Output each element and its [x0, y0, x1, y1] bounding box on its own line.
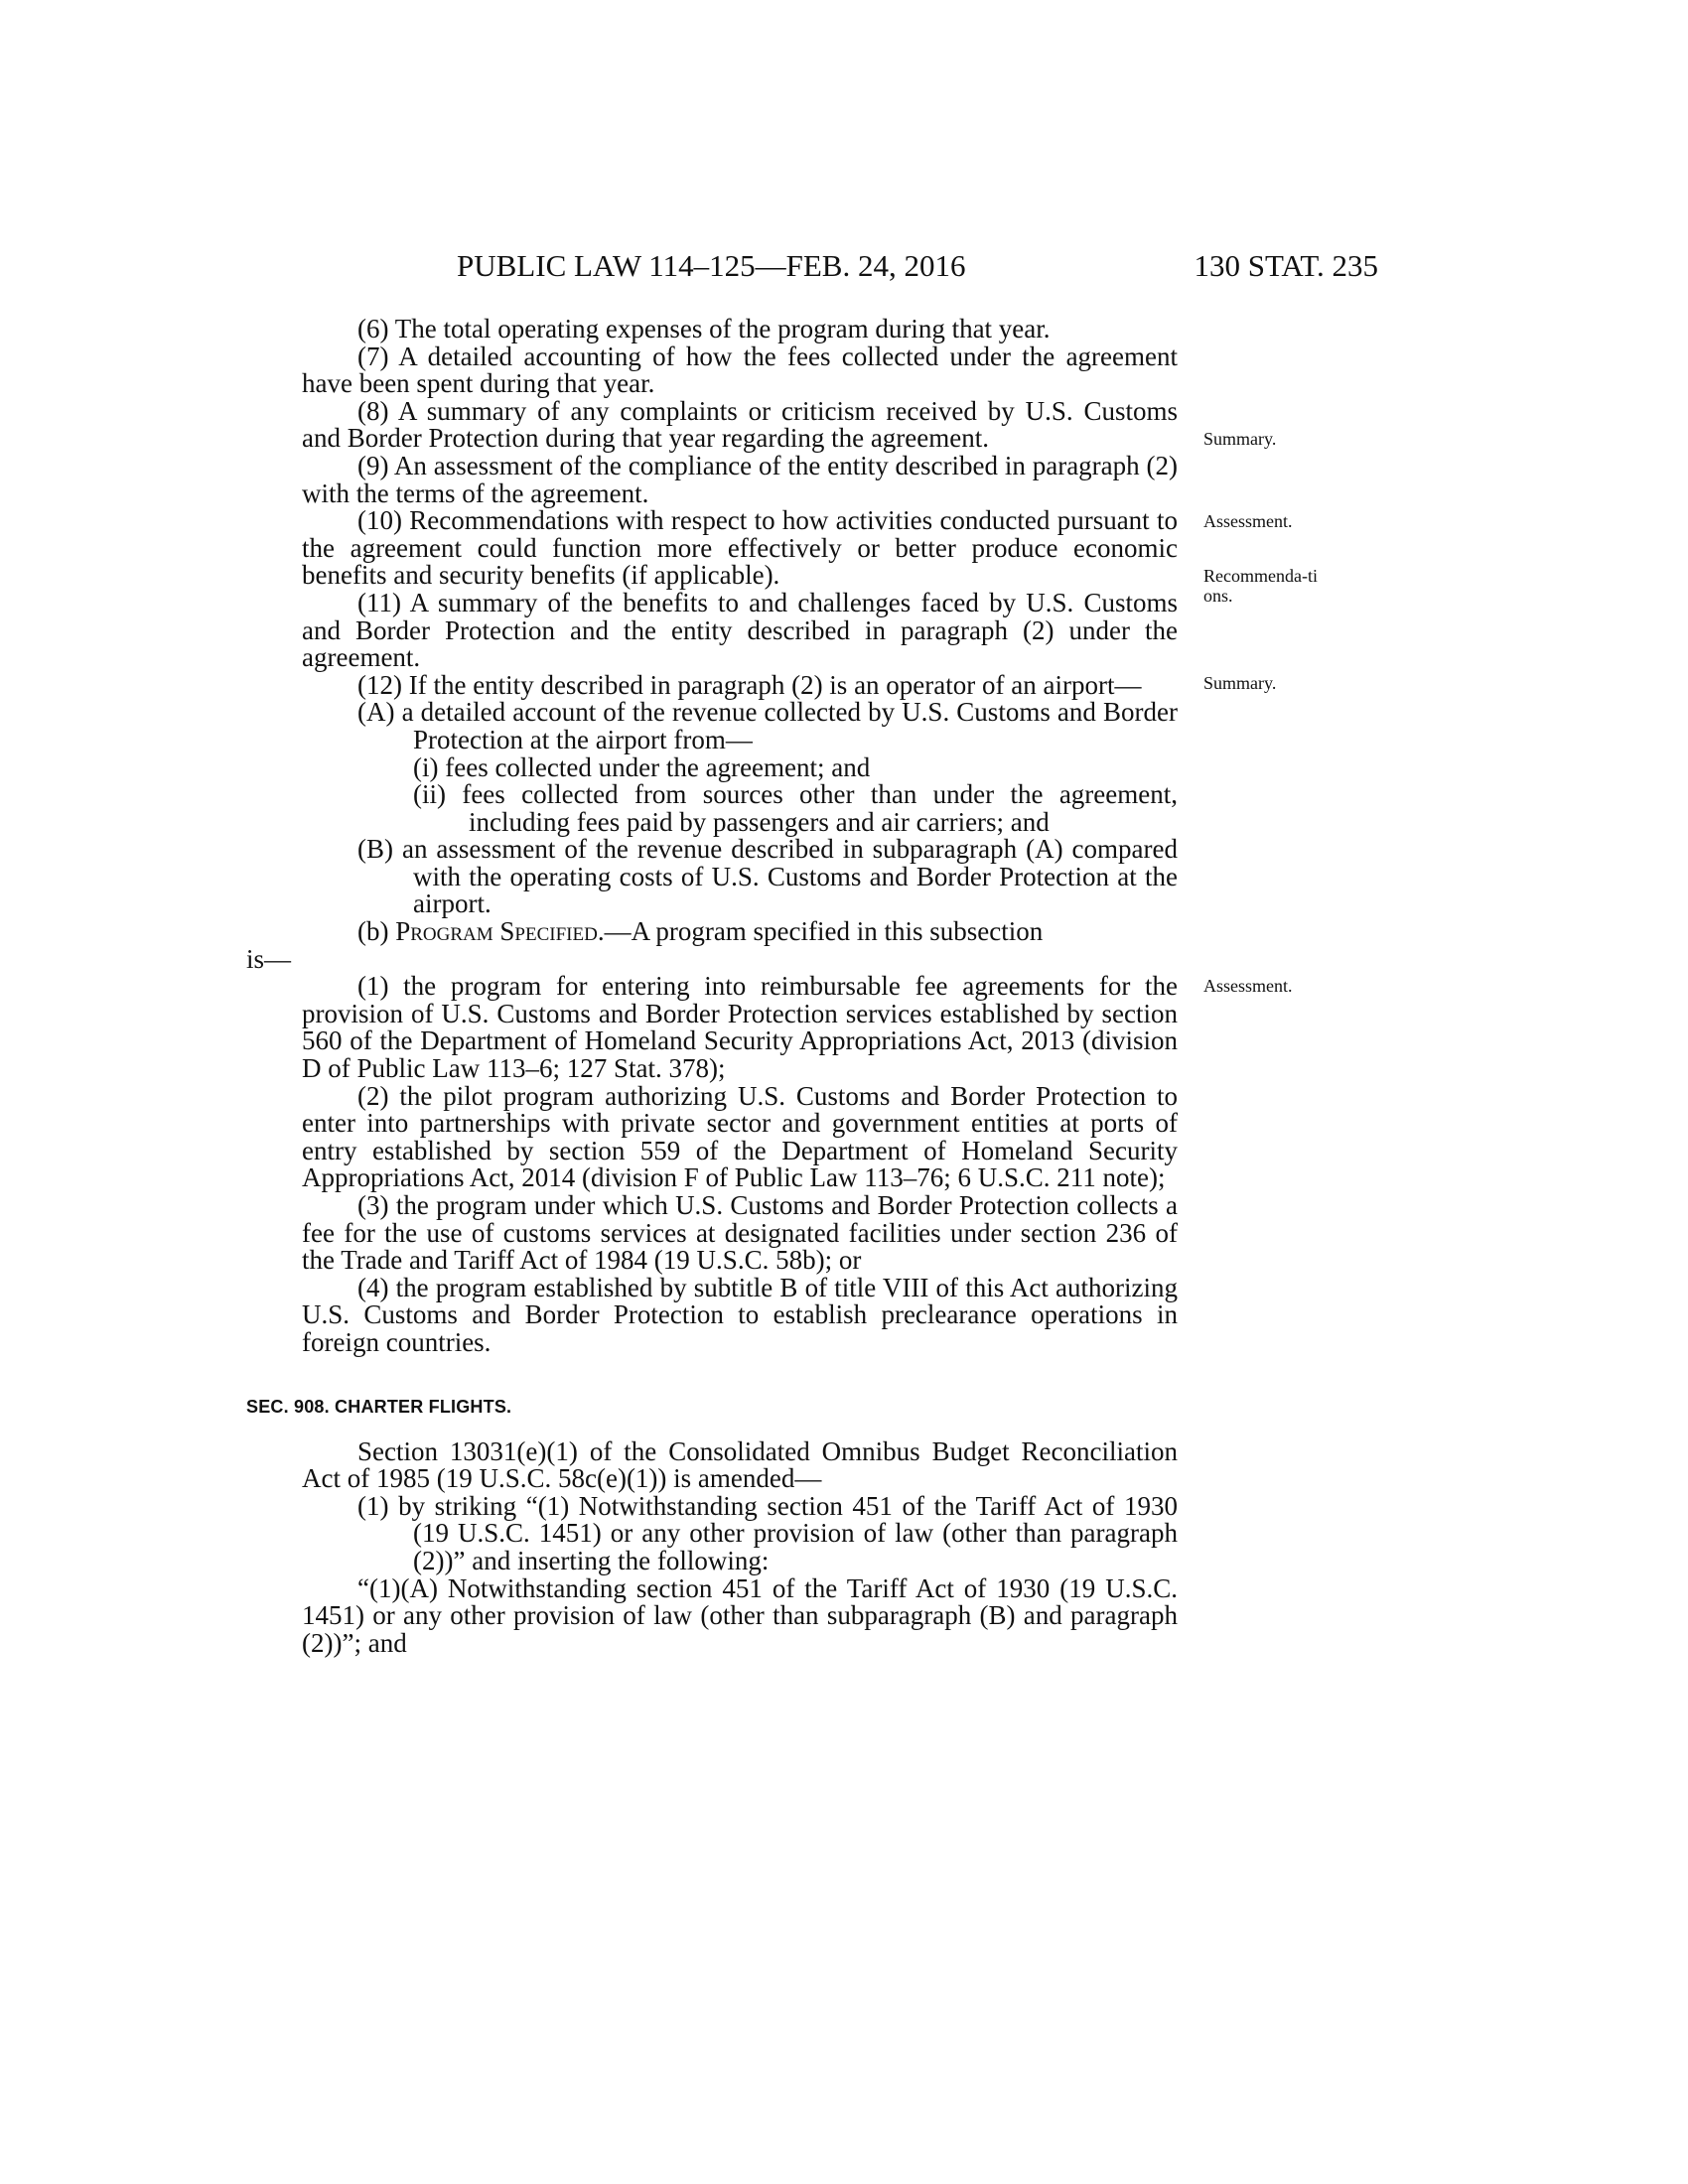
subparagraph-12-B: (B) an assessment of the revenue described in subparagraph (A) compared with the operating costs of U.S. Customs and Border Protection at the airport. — [357, 834, 1178, 919]
margin-note-assessment: Assessment. — [1203, 511, 1293, 531]
margin-note-summary: Summary. — [1203, 429, 1277, 449]
page-number: 130 STAT. 235 — [1194, 248, 1378, 283]
program-1: (1) the program for entering into reimbursable fee agreements for the provision of U.S. Customs and Border Protection services established by section 560 of the Department of Homeland Security Appropriations Act, 2013 (division D of Public Law 113–6; 127 Stat. 378); — [302, 971, 1178, 1084]
subsection-b-label: (b) — [357, 916, 396, 947]
subsection-b-continuation: is— — [246, 943, 292, 974]
clause-12-A-ii: (ii) fees collected from sources other than under the agreement, including fees paid by passengers and air carriers; and — [413, 779, 1178, 837]
section-908-intro: Section 13031(e)(1) of the Consolidated Omnibus Budget Reconciliation Act of 1985 (19 U.S.C. 58c(e)(1)) is amended— — [302, 1435, 1178, 1494]
paragraph-8: (8) A summary of any complaints or criticism received by U.S. Customs and Border Protection during that year regarding the agreement. — [302, 395, 1178, 454]
page-header — [298, 246, 1378, 286]
paragraph-6: (6) The total operating expenses of the program during that year. — [357, 314, 1051, 343]
section-heading: SEC. 908. CHARTER FLIGHTS. — [246, 1396, 512, 1417]
program-3: (3) the program under which U.S. Customs and Border Protection collects a fee for the use of customs services at designated facilities under section 236 of the Trade and Tariff Act of 1984 (19 U.S.C. 58b); or — [302, 1190, 1178, 1276]
subsection-b-text: .—A program specified in this subsection — [597, 916, 1044, 947]
paragraph-11: (11) A summary of the benefits to and challenges faced by U.S. Customs and Border Protection and the entity described in paragraph (2) under the agreement. — [302, 587, 1178, 673]
section-908-quoted-text: “(1)(A) Notwithstanding section 451 of the Tariff Act of 1930 (19 U.S.C. 1451) or any other provision of law (other than subparagraph (B) and paragraph (2))”; and — [302, 1572, 1178, 1658]
program-4: (4) the program established by subtitle B of title VIII of this Act authorizing U.S. Customs and Border Protection to establish preclearance operations in foreign countries. — [302, 1272, 1178, 1357]
paragraph-10: (10) Recommendations with respect to how activities conducted pursuant to the agreement could function more effectively or better produce economic benefits and security benefits (if applicable). — [302, 505, 1178, 591]
subparagraph-12-A: (A) a detailed account of the revenue collected by U.S. Customs and Border Protection at the airport from— — [357, 697, 1178, 754]
subsection-b-heading: Program Specified — [395, 916, 598, 947]
subsection-b — [302, 918, 1178, 946]
running-title: PUBLIC LAW 114–125—FEB. 24, 2016 — [457, 248, 966, 283]
margin-note-summary-2: Summary. — [1203, 673, 1277, 693]
paragraph-12: (12) If the entity described in paragraph (2) is an operator of an airport— — [357, 669, 1142, 700]
margin-note-recommendations: Recommenda-tions. — [1203, 566, 1318, 606]
paragraph-9: (9) An assessment of the compliance of the entity described in paragraph (2) with the terms of the agreement. — [302, 450, 1178, 508]
clause-12-A-i: (i) fees collected under the agreement; and — [413, 751, 871, 782]
paragraph-7: (7) A detailed accounting of how the fees collected under the agreement have been spent during that year. — [302, 341, 1178, 399]
statute-text — [246, 314, 1178, 1658]
margin-note-assessment-2: Assessment. — [1203, 976, 1293, 996]
program-2: (2) the pilot program authorizing U.S. Customs and Border Protection to enter into partnerships with private sector and government entities at ports of entry established by section 559 of the Department of Homeland Security Appropriations Act, 2014 (division F of Public Law 113–76; 6 U.S.C. 211 note); — [302, 1080, 1178, 1193]
section-908-item-1: (1) by striking “(1) Notwithstanding section 451 of the Tariff Act of 1930 (19 U.S.C. 1451) or any other provision of law (other than paragraph (2))” and inserting the following: — [357, 1490, 1178, 1575]
